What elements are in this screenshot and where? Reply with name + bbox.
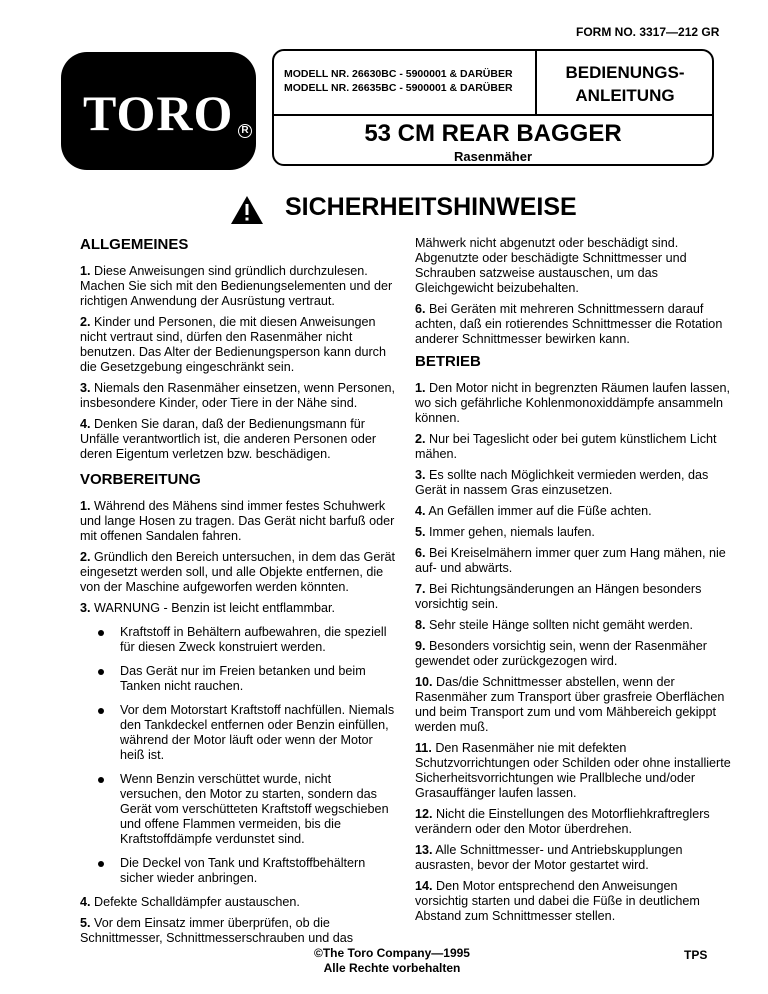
list-item: 1. Diese Anweisungen sind gründlich durchzulesen. Machen Sie sich mit den Bedienungselementen und der richtigen Anwendung der Ausrüstung vertraut. [80,264,393,308]
list-item: 2. Nur bei Tageslicht oder bei gutem künstlichem Licht mähen. [415,432,717,461]
doc-type-line-2: ANLEITUNG [575,86,675,105]
model-line-1: MODELL NR. 26630BC - 5900001 & DARÜBER [284,68,513,80]
list-item: 3. Es sollte nach Möglichkeit vermieden werden, das Gerät in nassem Gras einzusetzen. [415,468,709,497]
bullet-item: Kraftstoff in Behältern aufbewahren, die speziell für diesen Zweck konstruiert werden. [80,625,396,655]
header-divider-vertical [535,49,537,115]
model-line-2: MODELL NR. 26635BC - 5900001 & DARÜBER [284,82,513,94]
list-item: 11. Den Rasenmäher nie mit defekten Schutzvorrichtungen oder Schilden oder ohne installierte Sicherheitsvorrichtungen wie Prallbleche und/oder Grasauffänger laufen lassen. [415,741,731,800]
left-column [80,236,396,952]
list-item: 9. Besonders vorsichtig sein, wenn der Rasenmäher gewendet oder zurückgezogen wird. [415,639,707,668]
rights-line: Alle Rechte vorbehalten [323,961,461,975]
list-item: 14. Den Motor entsprechend den Anweisungen vorsichtig starten und dabei die Füße in deutlichem Abstand zum Schnittmesser stellen. [415,879,700,923]
footer-code: TPS [684,948,708,962]
list-item: 13. Alle Schnittmesser- und Antriebskupplungen ausrasten, bevor der Motor gestartet wird. [415,843,683,872]
list-item: 1. Den Motor nicht in begrenzten Räumen laufen lassen, wo sich gefährliche Kohlenmonoxiddämpfe ansammeln können. [415,381,731,425]
registered-mark-icon: R [238,124,252,138]
list-item: 3. Niemals den Rasenmäher einsetzen, wenn Personen, insbesondere Kinder, oder Tiere in der Nähe sind. [80,381,396,410]
header-divider-horizontal [272,114,714,116]
safety-title: SICHERHEITSHINWEISE [285,193,577,221]
copyright-line: ©The Toro Company—1995 [314,946,470,960]
list-item: 2. Kinder und Personen, die mit diesen Anweisungen nicht vertraut sind, dürfen den Rasenmäher nicht benutzen. Das Alter der Bedienungsperson kann durch die Gesetzgebung eingeschränkt sein. [80,315,386,374]
document-subtitle: Rasenmäher [453,149,533,164]
warning-bullet-list [80,625,396,886]
bullet-item: Wenn Benzin verschüttet wurde, nicht versuchen, den Motor zu starten, sondern das Gerät vom verschütteten Kraftstoff wegschieben und offene Flammen vermeiden, bis die Kraftstoffdämpfe verdunstet sind. [80,772,396,847]
list-item-continued: Mähwerk nicht abgenutzt oder beschädigt sind. Abgenutzte oder beschädigte Schnittmesser und Schrauben satzweise austauschen, um das Gleichgewicht beizubehalten. [415,236,687,295]
toro-logo [61,52,256,170]
list-item: 5. Immer gehen, niemals laufen. [415,525,595,539]
list-item: 4. Denken Sie daran, daß der Bedienungsmann für Unfälle verantwortlich ist, die anderen Personen oder deren Eigentum verletzen bzw. beschädigen. [80,417,377,461]
doc-type-line-1: BEDIENUNGS- [565,63,685,82]
footer-copyright [272,946,512,976]
list-item: 1. Während des Mähens sind immer festes Schuhwerk und lange Hosen zu tragen. Das Gerät nicht barfuß oder mit offenen Sandalen fahren. [80,499,395,543]
right-column [415,236,731,930]
bullet-icon [98,777,104,783]
bullet-icon [98,861,104,867]
logo-text: TORO [83,85,234,141]
list-item: 4. An Gefällen immer auf die Füße achten. [415,504,652,518]
bullet-item: Vor dem Motorstart Kraftstoff nachfüllen. Niemals den Tankdeckel entfernen oder Benzin einfüllen, während der Motor läuft oder wenn der Motor heiß ist. [80,703,396,763]
bullet-item: Das Gerät nur im Freien betanken und beim Tanken nicht rauchen. [80,664,396,694]
list-item: 5. Vor dem Einsatz immer überprüfen, ob die Schnittmesser, Schnittmesserschrauben und das [80,916,354,945]
list-item: 4. Defekte Schalldämpfer austauschen. [80,895,300,909]
list-item: 3. WARNUNG - Benzin ist leicht entflammbar. [80,601,335,615]
list-item: 2. Gründlich den Bereich untersuchen, in dem das Gerät eingesetzt werden soll, und alle Objekte entfernen, die von der Maschine aufgeworfen werden könnten. [80,550,396,594]
bullet-item: Die Deckel von Tank und Kraftstoffbehältern sicher wieder anbringen. [80,856,396,886]
list-item: 7. Bei Richtungsänderungen an Hängen besonders vorsichtig sein. [415,582,702,611]
section-heading-betrieb: BETRIEB [415,353,481,370]
list-item: 10. Das/die Schnittmesser abstellen, wenn der Rasenmäher zum Transport über grasfreie Oberflächen und beim Transport zum und vom Mähbereich gekippt werden muß. [415,675,725,734]
warning-triangle-icon [230,195,264,225]
list-item: 12. Nicht die Einstellungen des Motorfliehkraftreglers verändern oder den Motor überdrehen. [415,807,710,836]
document-title: 53 CM REAR BAGGER [364,120,622,147]
section-heading-allgemeines: ALLGEMEINES [80,236,189,253]
form-number: FORM NO. 3317—212 GR [576,25,720,39]
bullet-icon [98,630,104,636]
bullet-icon [98,708,104,714]
list-item: 8. Sehr steile Hänge sollten nicht gemäht werden. [415,618,693,632]
list-item: 6. Bei Geräten mit mehreren Schnittmessern darauf achten, daß ein rotierendes Schnittmesser die Rotation anderer Schnittmesser bewirken kann. [415,302,723,346]
list-item: 6. Bei Kreiselmähern immer quer zum Hang mähen, nie auf- und abwärts. [415,546,726,575]
bullet-icon [98,669,104,675]
section-heading-vorbereitung: VORBEREITUNG [80,471,201,488]
